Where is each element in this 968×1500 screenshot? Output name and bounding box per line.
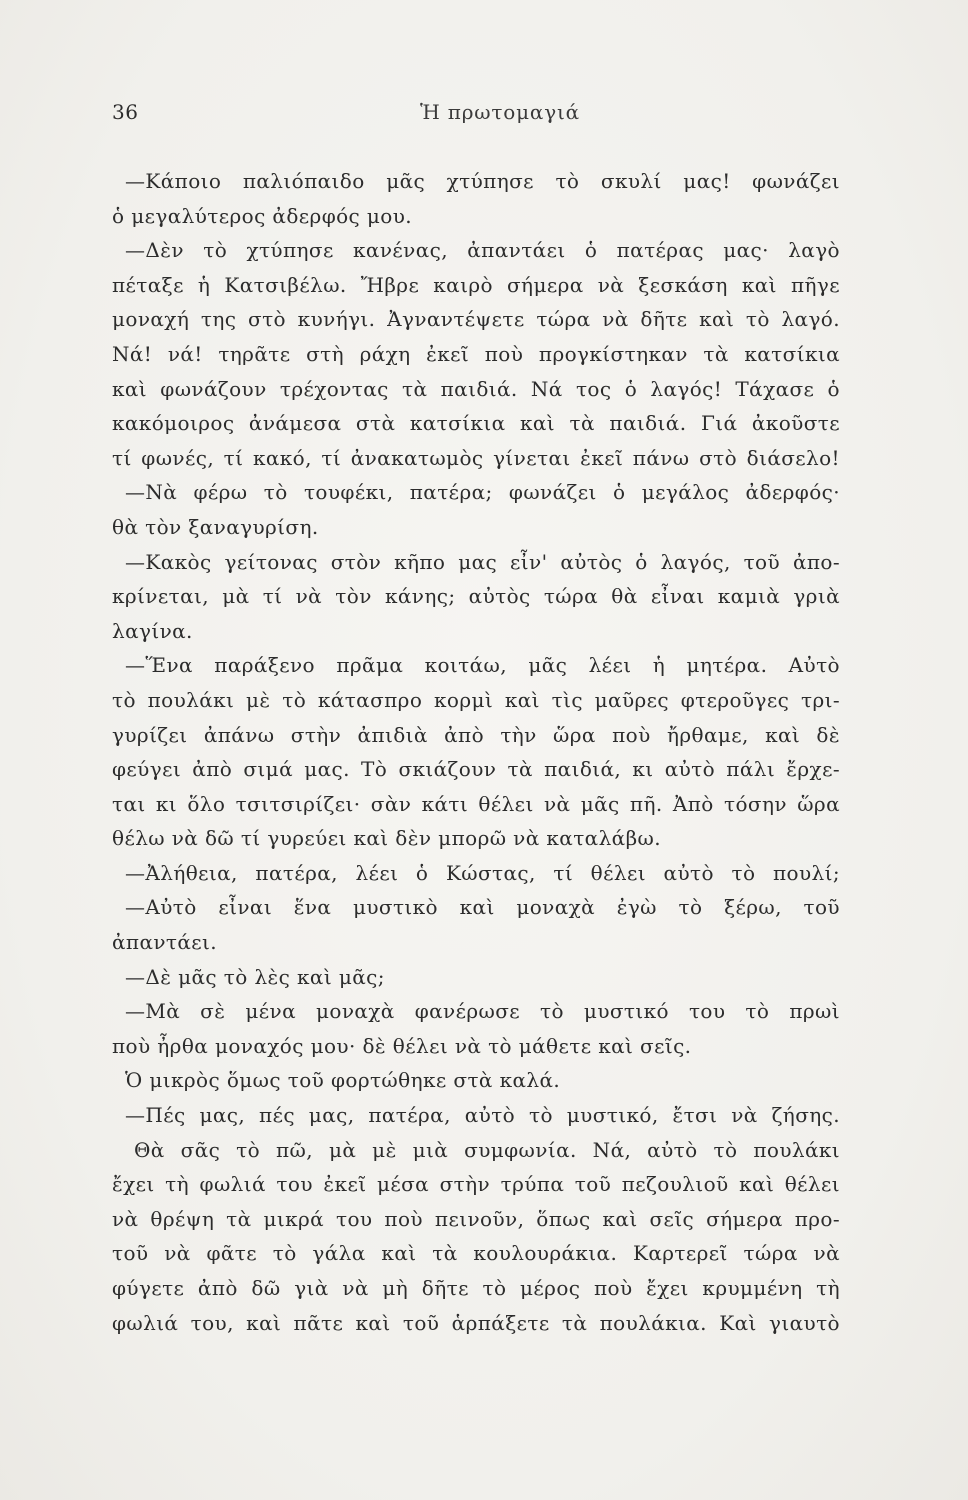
text-line: ται κι ὅλο τσιτσιρίζει· σὰν κάτι θέλει νὰ μᾶς πῆ. Ἀπὸ τόσην ὥρα (112, 791, 840, 816)
text-line: κακόμοιρος ἀνάμεσα στὰ κατσίκια καὶ τὰ παιδιά. Γιά ἀκοῦστε (112, 411, 840, 436)
text-line: —Ἀλήθεια, πατέρα, λέει ὁ Κώστας, τί θέλει αὐτὸ τὸ πουλί; (125, 860, 840, 885)
body-text (112, 164, 840, 1340)
text-line: Θὰ σᾶς τὸ πῶ, μὰ μὲ μιὰ συμφωνία. Νά, αὐτὸ τὸ πουλάκι (134, 1137, 840, 1162)
text-line: καὶ φωνάζουν τρέχοντας τὰ παιδιά. Νά τος ὁ λαγός! Τάχασε ὁ (112, 376, 840, 401)
text-line: τὸ πουλάκι μὲ τὸ κάτασπρο κορμὶ καὶ τὶς μαῦρες φτεροῦγες τρι- (112, 687, 840, 712)
text-line: νὰ θρέψη τὰ μικρά του ποὺ πεινοῦν, ὅπως καὶ σεῖς σήμερα προ- (112, 1206, 840, 1231)
text-line: πέταξε ἡ Κατσιβέλω. Ἤβρε καιρὸ σήμερα νὰ ξεσκάση καὶ πῆγε (112, 272, 840, 297)
text-line: —Νὰ φέρω τὸ τουφέκι, πατέρα; φωνάζει ὁ μεγάλος ἀδερφός· (125, 480, 840, 505)
text-line: φύγετε ἀπὸ δῶ γιὰ νὰ μὴ δῆτε τὸ μέρος ποὺ ἔχει κρυμμένη τὴ (112, 1276, 840, 1300)
page-number: 36 (112, 100, 139, 124)
text-line: —Κακὸς γείτονας στὸν κῆπο μας εἶν' αὐτὸς ὁ λαγός, τοῦ ἀπο- (125, 549, 840, 574)
text-line: λαγίνα. (112, 618, 193, 643)
text-line: θέλω νὰ δῶ τί γυρεύει καὶ δὲν μπορῶ νὰ καταλάβω. (112, 826, 661, 851)
running-head: Ἡ πρωτομαγιά (420, 100, 580, 124)
text-line: τί φωνές, τί κακό, τί ἀνακατωμὸς γίνεται ἐκεῖ πάνω στὸ διάσελο! (112, 445, 840, 470)
text-line: —Δὲ μᾶς τὸ λὲς καὶ μᾶς; (125, 964, 385, 989)
text-line: φωλιά του, καὶ πᾶτε καὶ τοῦ ἁρπάξετε τὰ πουλάκια. Καὶ γιαυτὸ (112, 1310, 840, 1335)
text-line: ἀπαντάει. (112, 930, 218, 955)
text-line: ὁ μεγαλύτερος ἀδερφός μου. (112, 203, 413, 228)
text-line: μοναχή της στὸ κυνήγι. Ἀγναντέψετε τώρα νὰ δῆτε καὶ τὸ λαγό. (112, 307, 840, 332)
text-line: Νά! νά! τηρᾶτε στὴ ράχη ἐκεῖ ποὺ προγκίστηκαν τὰ κατσίκια (112, 341, 840, 366)
text-line: —Δὲν τὸ χτύπησε κανένας, ἀπαντάει ὁ πατέρας μας· λαγὸ (125, 238, 840, 263)
text-line: Ὁ μικρὸς ὅμως τοῦ φορτώθηκε στὰ καλά. (125, 1068, 561, 1093)
text-line: —Κάποιο παλιόπαιδο μᾶς χτύπησε τὸ σκυλί μας! φωνάζει (125, 169, 840, 193)
text-line: γυρίζει ἀπάνω στὴν ἀπιδιὰ ἀπὸ τὴν ὥρα ποὺ ἤρθαμε, καὶ δὲ (112, 722, 840, 747)
text-line: τοῦ νὰ φᾶτε τὸ γάλα καὶ τὰ κουλουράκια. Καρτερεῖ τώρα νὰ (112, 1241, 840, 1266)
text-line: ποὺ ἦρθα μοναχός μου· δὲ θέλει νὰ τὸ μάθετε καὶ σεῖς. (112, 1033, 692, 1058)
text-line: κρίνεται, μὰ τί νὰ τὸν κάνης; αὐτὸς τώρα θὰ εἶναι καμιὰ γριὰ (112, 584, 840, 609)
text-line: θὰ τὸν ξαναγυρίση. (112, 514, 319, 539)
text-line: φεύγει ἀπὸ σιμά μας. Τὸ σκιάζουν τὰ παιδιά, κι αὐτὸ πάλι ἔρχε- (112, 757, 840, 782)
text-line: —Αὐτὸ εἶναι ἕνα μυστικὸ καὶ μοναχὰ ἐγὼ τὸ ξέρω, τοῦ (125, 895, 840, 920)
text-line: —Μὰ σὲ μένα μοναχὰ φανέρωσε τὸ μυστικό του τὸ πρωὶ (125, 999, 840, 1024)
text-line: —Πές μας, πές μας, πατέρα, αὐτὸ τὸ μυστικό, ἔτσι νὰ ζήσης. (125, 1103, 840, 1128)
text-line: ἔχει τὴ φωλιά του ἐκεῖ μέσα στὴν τρύπα τοῦ πεζουλιοῦ καὶ θέλει (112, 1172, 840, 1197)
text-line: —Ἕνα παράξενο πρᾶμα κοιτάω, μᾶς λέει ἡ μητέρα. Αὐτὸ (125, 653, 840, 678)
